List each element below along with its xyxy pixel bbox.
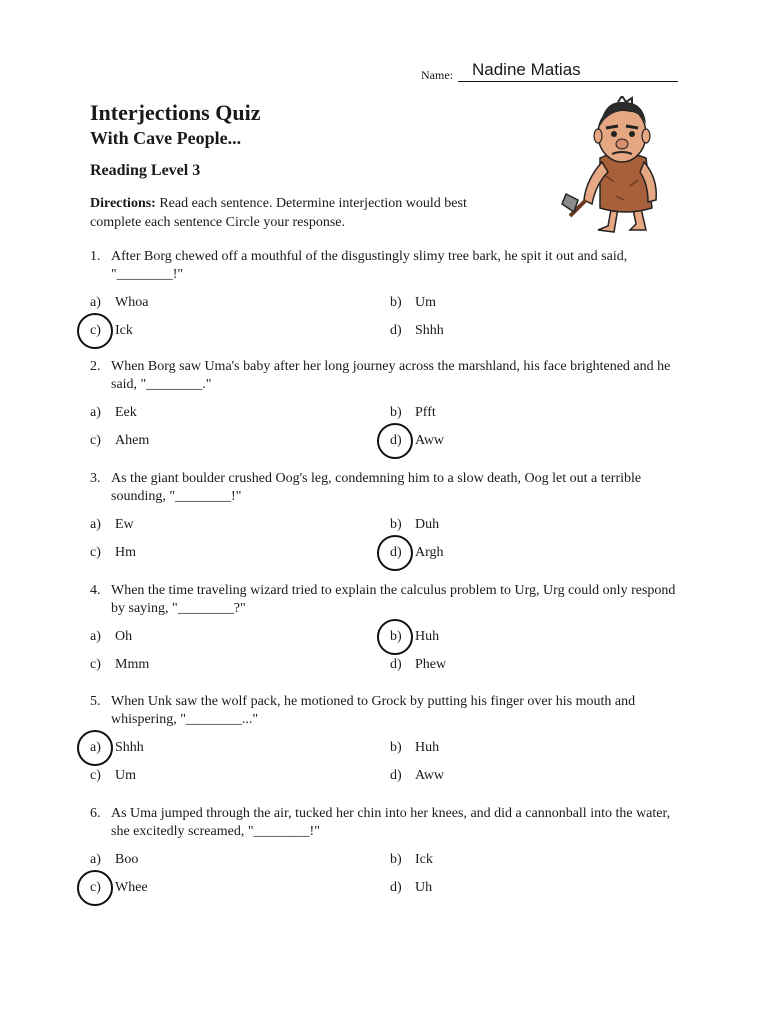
option-word: Huh (415, 740, 440, 755)
option-word: Um (115, 768, 136, 783)
option-letter: b) (390, 852, 402, 867)
option-letter: d) (390, 323, 402, 338)
option-letter: b) (390, 295, 402, 310)
option-word: Phew (415, 657, 447, 672)
answer-option[interactable] (390, 322, 510, 340)
option-word: Ick (115, 323, 133, 338)
answer-option[interactable] (90, 404, 210, 422)
answer-circle-mark (77, 313, 113, 349)
option-word: Pfft (415, 405, 436, 420)
option-letter: c) (90, 323, 101, 338)
answer-circle-mark (77, 730, 113, 766)
option-word: Argh (415, 545, 444, 560)
answer-option[interactable] (390, 851, 510, 869)
caveman-with-axe-icon (560, 96, 680, 236)
question-number: 5. (90, 694, 101, 709)
option-letter: c) (90, 545, 101, 560)
option-letter: a) (90, 740, 101, 755)
answer-option[interactable] (90, 739, 210, 757)
name-field[interactable]: Nadine Matias (472, 60, 581, 79)
answer-option[interactable] (390, 767, 510, 785)
option-letter: d) (390, 768, 402, 783)
option-letter: c) (90, 657, 101, 672)
name-label: Name: (421, 68, 453, 82)
reading-level: Reading Level 3 (90, 162, 201, 179)
option-word: Oh (115, 629, 133, 644)
directions-text: Read each sentence. Determine interjection would best complete each sentence Circle your response. (90, 196, 467, 230)
question-number: 6. (90, 806, 101, 821)
question-number: 2. (90, 359, 101, 374)
option-letter: a) (90, 629, 101, 644)
option-letter: b) (390, 405, 402, 420)
answer-option[interactable] (90, 516, 210, 534)
option-word: Huh (415, 629, 440, 644)
option-word: Ick (415, 852, 433, 867)
option-letter: d) (390, 657, 402, 672)
answer-circle-mark (377, 619, 413, 655)
quiz-subtitle: With Cave People... (90, 128, 242, 148)
option-word: Duh (415, 517, 440, 532)
answer-circle-mark (77, 870, 113, 906)
question-text: After Borg chewed off a mouthful of the disgustingly slimy tree bark, he spit it out and said, "________!" (111, 249, 628, 282)
option-word: Ahem (115, 433, 150, 448)
answer-circle-mark (377, 535, 413, 571)
option-word: Shhh (415, 323, 444, 338)
option-word: Aww (415, 768, 445, 783)
option-letter: a) (90, 852, 101, 867)
option-word: Aww (415, 433, 445, 448)
option-word: Whee (115, 880, 148, 895)
option-letter: a) (90, 405, 101, 420)
directions (90, 194, 510, 232)
option-word: Hm (115, 545, 136, 560)
answer-option[interactable] (90, 628, 210, 646)
option-letter: d) (390, 433, 402, 448)
question-text: When Borg saw Uma's baby after her long journey across the marshland, his face brightened and he said, "________." (111, 359, 671, 392)
question-text: When the time traveling wizard tried to explain the calculus problem to Urg, Urg could only respond by saying, "________?" (111, 583, 676, 616)
option-letter: b) (390, 740, 402, 755)
answer-option[interactable] (390, 628, 510, 646)
option-letter: c) (90, 433, 101, 448)
question-text: When Unk saw the wolf pack, he motioned to Grock by putting his finger over his mouth and whispering, "________..." (111, 694, 636, 727)
option-letter: d) (390, 880, 402, 895)
option-word: Boo (115, 852, 139, 867)
answer-option[interactable] (90, 432, 210, 450)
option-word: Um (415, 295, 436, 310)
answer-option[interactable] (390, 432, 510, 450)
answer-circle-mark (377, 423, 413, 459)
option-word: Whoa (115, 295, 149, 310)
question-number: 4. (90, 583, 101, 598)
quiz-title: Interjections Quiz (90, 100, 261, 125)
answer-option[interactable] (90, 656, 210, 674)
name-underline (458, 81, 678, 82)
option-word: Eek (115, 405, 137, 420)
question-text: As the giant boulder crushed Oog's leg, condemning him to a slow death, Oog let out a terrible sounding, "________!" (111, 471, 642, 504)
answer-option[interactable] (390, 879, 510, 897)
answer-option[interactable] (90, 767, 210, 785)
answer-option[interactable] (90, 322, 210, 340)
question-number: 1. (90, 249, 101, 264)
option-letter: b) (390, 629, 402, 644)
answer-option[interactable] (90, 851, 210, 869)
option-word: Uh (415, 880, 433, 895)
option-letter: a) (90, 517, 101, 532)
answer-option[interactable] (390, 294, 510, 312)
option-letter: c) (90, 880, 101, 895)
answer-option[interactable] (90, 879, 210, 897)
option-word: Mmm (115, 657, 150, 672)
option-letter: b) (390, 517, 402, 532)
option-word: Shhh (115, 740, 144, 755)
question-number: 3. (90, 471, 101, 486)
answer-option[interactable] (390, 516, 510, 534)
answer-option[interactable] (90, 294, 210, 312)
answer-option[interactable] (390, 544, 510, 562)
option-letter: a) (90, 295, 101, 310)
answer-option[interactable] (90, 544, 210, 562)
option-word: Ew (115, 517, 134, 532)
answer-option[interactable] (390, 404, 510, 422)
directions-label: Directions: (90, 196, 156, 211)
answer-option[interactable] (390, 656, 510, 674)
option-letter: c) (90, 768, 101, 783)
answer-option[interactable] (390, 739, 510, 757)
question-text: As Uma jumped through the air, tucked her chin into her knees, and did a cannonball into the water, she excitedly screamed, "________!" (111, 806, 671, 839)
option-letter: d) (390, 545, 402, 560)
